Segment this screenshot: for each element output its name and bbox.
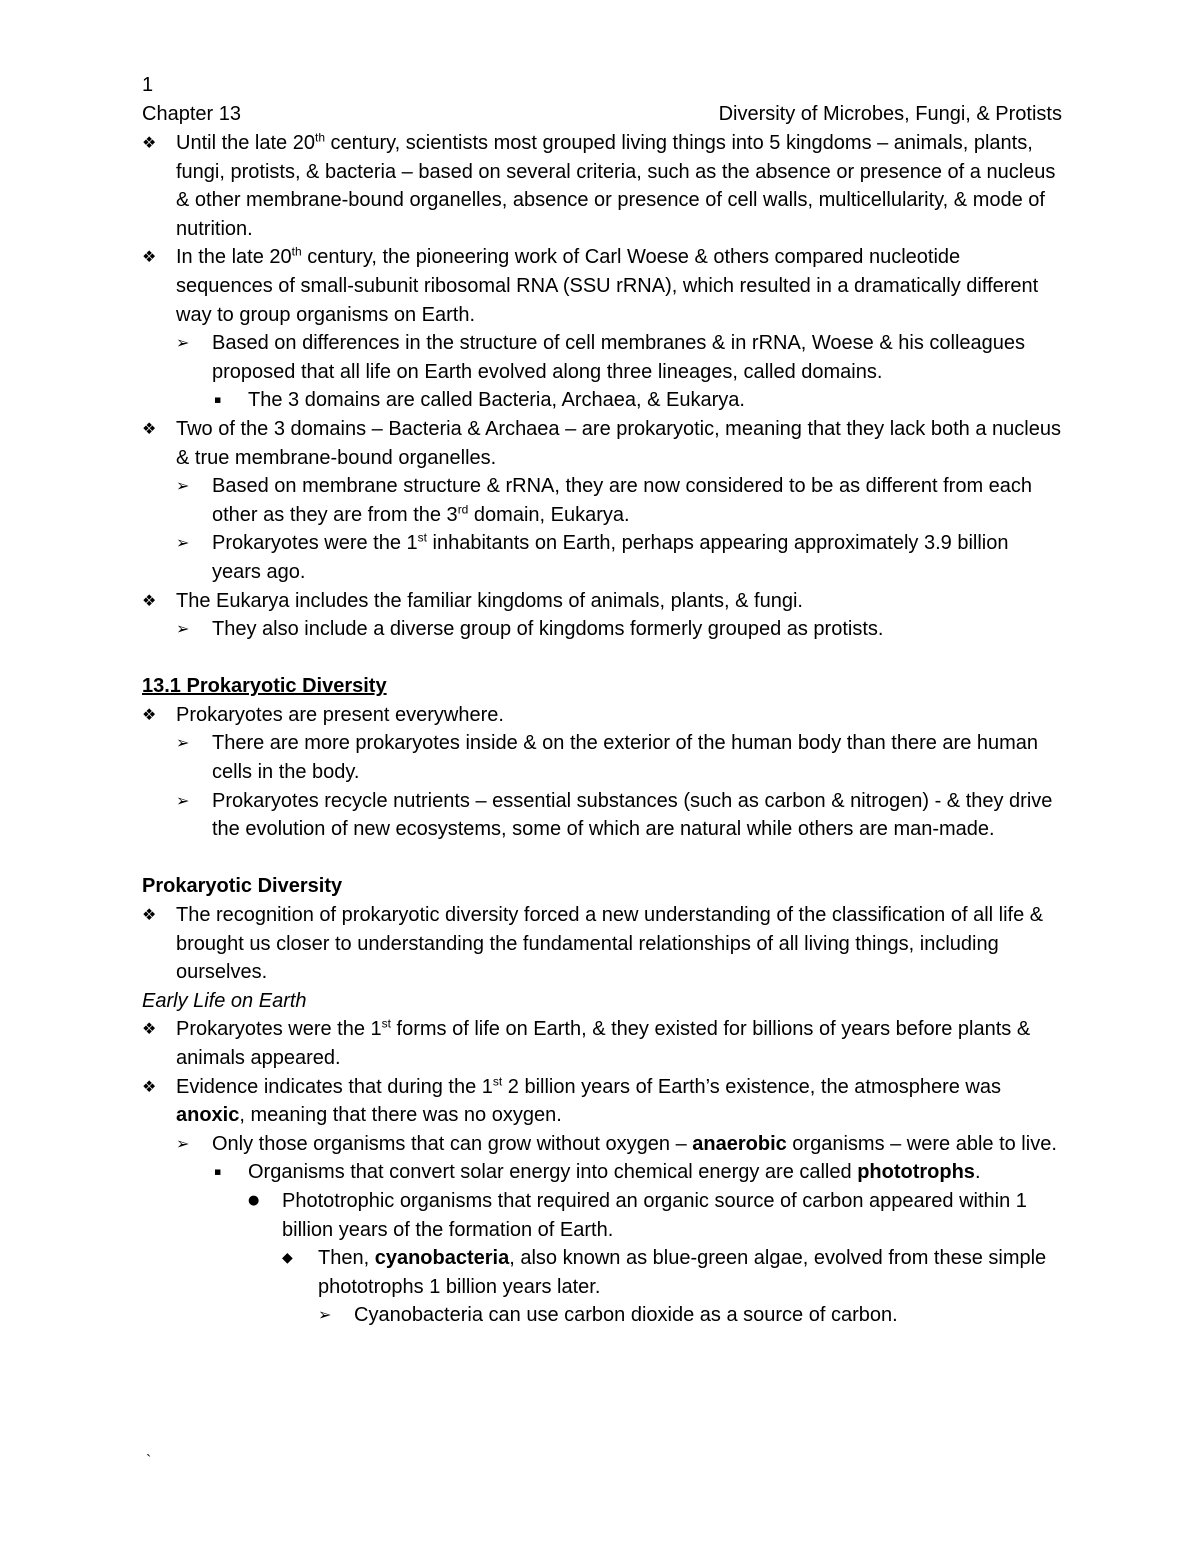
diamond-bullet-icon: ❖ bbox=[142, 704, 157, 724]
list-item: ❖ Prokaryotes were the 1st forms of life on Earth, & they existed for billions of years before plants & animals appeared. bbox=[142, 1016, 1031, 1069]
solid-diamond-bullet-icon: ◆ bbox=[282, 1250, 293, 1267]
list-item: ❖ In the late 20th century, the pioneering work of Carl Woese & others compared nucleotide sequences of small-subunit ribosomal RNA (SSU rRNA), which resulted in a dramatically different way to group organisms on Earth. bbox=[142, 244, 1039, 326]
list-item: ❖ Two of the 3 domains – Bacteria & Archaea – are prokaryotic, meaning that they lack both a nucleus & true membrane-bound organelles. bbox=[142, 415, 1062, 472]
list-item: ● Phototrophic organisms that required an organic source of carbon appeared within 1 billion years of the formation of Earth. bbox=[142, 1187, 1062, 1244]
list-item: ❖ The Eukarya includes the familiar kingdoms of animals, plants, & fungi. bbox=[142, 587, 1062, 616]
diamond-bullet-icon: ❖ bbox=[142, 1019, 157, 1039]
arrow-bullet-icon: ➢ bbox=[176, 1133, 190, 1153]
subsection-title: Prokaryotic Diversity bbox=[142, 875, 343, 898]
list-item: ❖ Prokaryotes are present everywhere. bbox=[142, 701, 1062, 730]
list-item: ◆ Then, cyanobacteria, also known as blue-green algae, evolved from these simple phototrophs 1 billion years later. bbox=[142, 1244, 1062, 1301]
list-item: ➢ Prokaryotes were the 1st inhabitants on Earth, perhaps appearing approximately 3.9 billion years ago. bbox=[176, 530, 1009, 583]
list-item: ➢ Only those organisms that can grow without oxygen – anaerobic organisms – were able to live. bbox=[142, 1130, 1062, 1159]
arrow-bullet-icon: ➢ bbox=[318, 1305, 332, 1325]
list-item: ➢ They also include a diverse group of kingdoms formerly grouped as protists. bbox=[142, 615, 1062, 644]
diamond-bullet-icon: ❖ bbox=[142, 905, 157, 925]
diamond-bullet-icon: ❖ bbox=[142, 418, 157, 438]
diamond-bullet-icon: ❖ bbox=[142, 133, 157, 152]
dot-bullet-icon: ● bbox=[248, 1192, 260, 1208]
footer-mark: ` bbox=[146, 1453, 152, 1470]
list-item: ➢ Based on membrane structure & rRNA, they are now considered to be as different from each other as they are from the 3rd domain, Eukarya. bbox=[142, 472, 1062, 529]
diamond-bullet-icon: ❖ bbox=[142, 590, 157, 610]
arrow-bullet-icon: ➢ bbox=[176, 476, 190, 496]
list-item: ❖ Until the late 20th century, scientists most grouped living things into 5 kingdoms – animals, plants, fungi, protists, & bacteria – based on several criteria, such as the absence or presence of a nucleus & other membrane-bound organelles, absence or presence of cell walls, multicellularity, & mode of nutrition. bbox=[142, 130, 1056, 240]
list-item: ▪ The 3 domains are called Bacteria, Archaea, & Eukarya. bbox=[142, 386, 1062, 415]
arrow-bullet-icon: ➢ bbox=[176, 619, 190, 639]
section-title: 13.1 Prokaryotic Diversity bbox=[142, 675, 387, 698]
subsection-heading: Early Life on Earth bbox=[142, 989, 307, 1012]
page-number: 1 bbox=[142, 74, 154, 96]
list-item: ➢ Based on differences in the structure of cell membranes & in rRNA, Woese & his colleagues proposed that all life on Earth evolved along three lineages, called domains. bbox=[142, 329, 1062, 386]
document-page bbox=[142, 71, 1062, 1330]
diamond-bullet-icon: ❖ bbox=[142, 247, 157, 267]
list-item: ❖ The recognition of prokaryotic diversity forced a new understanding of the classification of all life & brought us closer to understanding the fundamental relationships of all living things, including ourselves. bbox=[142, 901, 1062, 987]
list-item: ➢ Prokaryotes recycle nutrients – essential substances (such as carbon & nitrogen) - & they drive the evolution of new ecosystems, some of which are natural while others are man-made. bbox=[142, 787, 1062, 844]
spacer bbox=[142, 844, 1062, 873]
diamond-bullet-icon: ❖ bbox=[142, 1076, 157, 1096]
list-item: ❖ Evidence indicates that during the 1st 2 billion years of Earth’s existence, the atmosphere was anoxic, meaning that there was no oxygen. bbox=[142, 1073, 1001, 1127]
arrow-bullet-icon: ➢ bbox=[176, 533, 190, 553]
chapter-label: Chapter 13 bbox=[142, 103, 241, 125]
arrow-bullet-icon: ➢ bbox=[176, 733, 190, 753]
arrow-bullet-icon: ➢ bbox=[176, 333, 190, 353]
chapter-title: Diversity of Microbes, Fungi, & Protists bbox=[718, 103, 1062, 125]
page-header bbox=[142, 100, 1062, 129]
square-bullet-icon: ▪ bbox=[214, 393, 222, 407]
list-item: ▪ Organisms that convert solar energy into chemical energy are called phototrophs. bbox=[142, 1158, 1062, 1187]
square-bullet-icon: ▪ bbox=[214, 1165, 222, 1179]
spacer bbox=[142, 644, 1062, 673]
list-item: ➢ Cyanobacteria can use carbon dioxide as a source of carbon. bbox=[142, 1301, 1062, 1330]
arrow-bullet-icon: ➢ bbox=[176, 790, 190, 810]
list-item: ➢ There are more prokaryotes inside & on the exterior of the human body than there are human cells in the body. bbox=[142, 729, 1062, 786]
